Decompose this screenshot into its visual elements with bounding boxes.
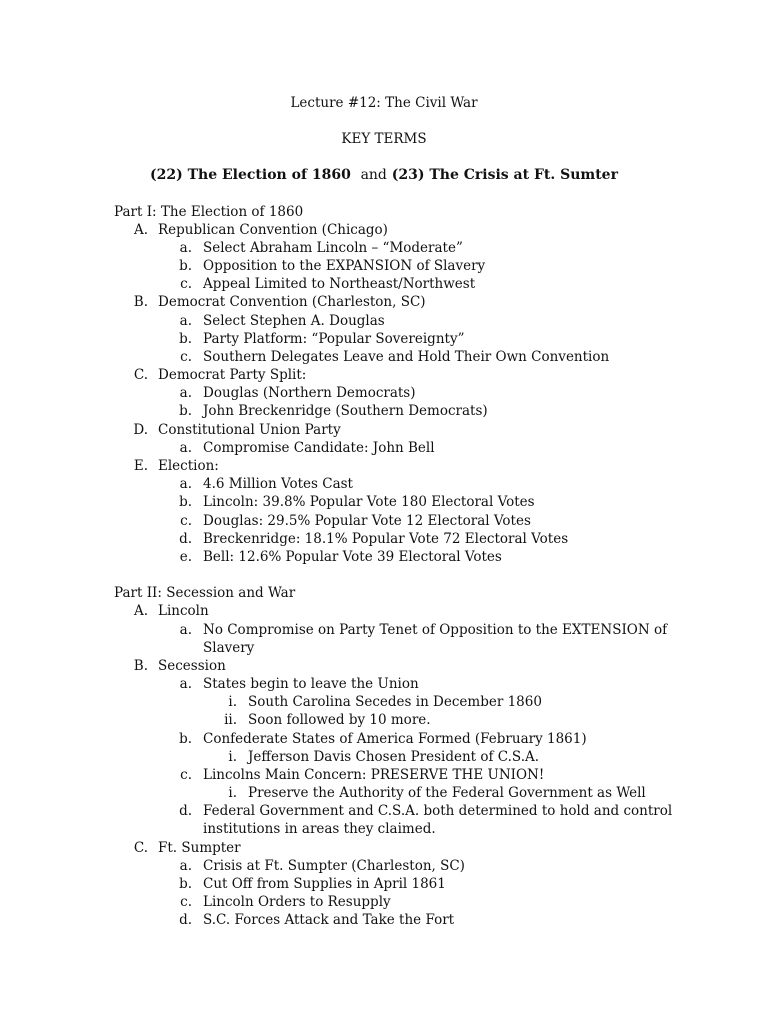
list-marker: a.	[179, 440, 192, 456]
list-marker: c.	[180, 276, 192, 292]
list-item: Constitutional Union Party	[158, 422, 341, 438]
list-item: Lincoln Orders to Resupply	[203, 894, 391, 910]
list-marker: A.	[133, 603, 148, 619]
list-item: Federal Government and C.S.A. both determined to hold and control	[203, 803, 673, 819]
list-marker: c.	[180, 894, 192, 910]
list-item: Douglas: 29.5% Popular Vote 12 Electoral Votes	[203, 513, 531, 529]
list-item: 4.6 Million Votes Cast	[203, 476, 353, 492]
list-marker: a.	[179, 676, 192, 692]
list-marker: E.	[133, 458, 148, 474]
list-item: Lincoln: 39.8% Popular Vote 180 Electoral Votes	[203, 494, 535, 510]
topics-and: and	[360, 167, 387, 183]
list-item: States begin to leave the Union	[203, 676, 419, 692]
list-item: Select Abraham Lincoln – “Moderate”	[203, 240, 463, 256]
topic-22: (22) The Election of 1860	[150, 167, 351, 183]
list-item: Southern Delegates Leave and Hold Their Own Convention	[203, 349, 610, 365]
part2-title: Part II: Secession and War	[114, 585, 296, 601]
list-item: Cut Off from Supplies in April 1861	[203, 876, 446, 892]
key-terms-heading: KEY TERMS	[341, 131, 427, 147]
list-item: Bell: 12.6% Popular Vote 39 Electoral Votes	[203, 549, 502, 565]
list-item: Lincolns Main Concern: PRESERVE THE UNION!	[203, 767, 545, 783]
list-marker: c.	[180, 513, 192, 529]
list-item: Opposition to the EXPANSION of Slavery	[203, 258, 486, 274]
list-item-continuation: Slavery	[203, 640, 255, 656]
list-item-continuation: institutions in areas they claimed.	[203, 821, 436, 837]
list-marker: i.	[228, 694, 237, 710]
list-marker: C.	[133, 840, 148, 856]
list-item: S.C. Forces Attack and Take the Fort	[203, 912, 455, 928]
list-item: Ft. Sumpter	[158, 840, 241, 856]
list-item: Select Stephen A. Douglas	[203, 313, 385, 329]
list-marker: a.	[179, 858, 192, 874]
list-marker: a.	[179, 240, 192, 256]
list-marker: B.	[133, 658, 148, 674]
list-item: Jefferson Davis Chosen President of C.S.A.	[248, 749, 540, 765]
list-item: Republican Convention (Chicago)	[158, 222, 388, 238]
list-item: Lincoln	[158, 603, 209, 619]
list-item: Appeal Limited to Northeast/Northwest	[203, 276, 476, 292]
list-marker: b.	[179, 331, 192, 347]
list-marker: b.	[179, 494, 192, 510]
list-marker: d.	[179, 531, 192, 547]
list-item: Democrat Convention (Charleston, SC)	[158, 294, 426, 310]
part1-title: Part I: The Election of 1860	[114, 204, 304, 220]
list-marker: b.	[179, 876, 192, 892]
list-marker: d.	[179, 912, 192, 928]
list-item: South Carolina Secedes in December 1860	[248, 694, 542, 710]
list-marker: d.	[179, 803, 192, 819]
list-marker: b.	[179, 403, 192, 419]
list-marker: a.	[179, 476, 192, 492]
list-marker: i.	[228, 749, 237, 765]
list-item: Preserve the Authority of the Federal Government as Well	[248, 785, 646, 801]
list-item: Douglas (Northern Democrats)	[203, 385, 416, 401]
list-marker: B.	[133, 294, 148, 310]
list-item: Democrat Party Split:	[158, 367, 307, 383]
list-marker: D.	[133, 422, 148, 438]
list-marker: c.	[180, 349, 192, 365]
list-item: Party Platform: “Popular Sovereignty”	[203, 331, 465, 347]
list-item: John Breckenridge (Southern Democrats)	[203, 403, 488, 419]
list-item: Compromise Candidate: John Bell	[203, 440, 435, 456]
list-item: Election:	[158, 458, 219, 474]
list-item: Crisis at Ft. Sumpter (Charleston, SC)	[203, 858, 465, 874]
list-marker: c.	[180, 767, 192, 783]
list-marker: b.	[179, 258, 192, 274]
list-item: Breckenridge: 18.1% Popular Vote 72 Electoral Votes	[203, 531, 569, 547]
list-marker: b.	[179, 731, 192, 747]
list-marker: i.	[228, 785, 237, 801]
list-marker: a.	[179, 313, 192, 329]
topic-23: (23) The Crisis at Ft. Sumter	[391, 167, 618, 183]
list-marker: A.	[133, 222, 148, 238]
list-marker: ii.	[224, 712, 237, 728]
topics-heading	[0, 166, 768, 184]
list-item: No Compromise on Party Tenet of Opposition to the EXTENSION of	[203, 622, 668, 638]
list-marker: a.	[179, 385, 192, 401]
list-item: Soon followed by 10 more.	[248, 712, 431, 728]
list-marker: a.	[179, 622, 192, 638]
lecture-title: Lecture #12: The Civil War	[290, 95, 478, 111]
list-marker: C.	[133, 367, 148, 383]
list-item: Confederate States of America Formed (February 1861)	[203, 731, 587, 747]
list-marker: e.	[179, 549, 192, 565]
list-item: Secession	[158, 658, 226, 674]
